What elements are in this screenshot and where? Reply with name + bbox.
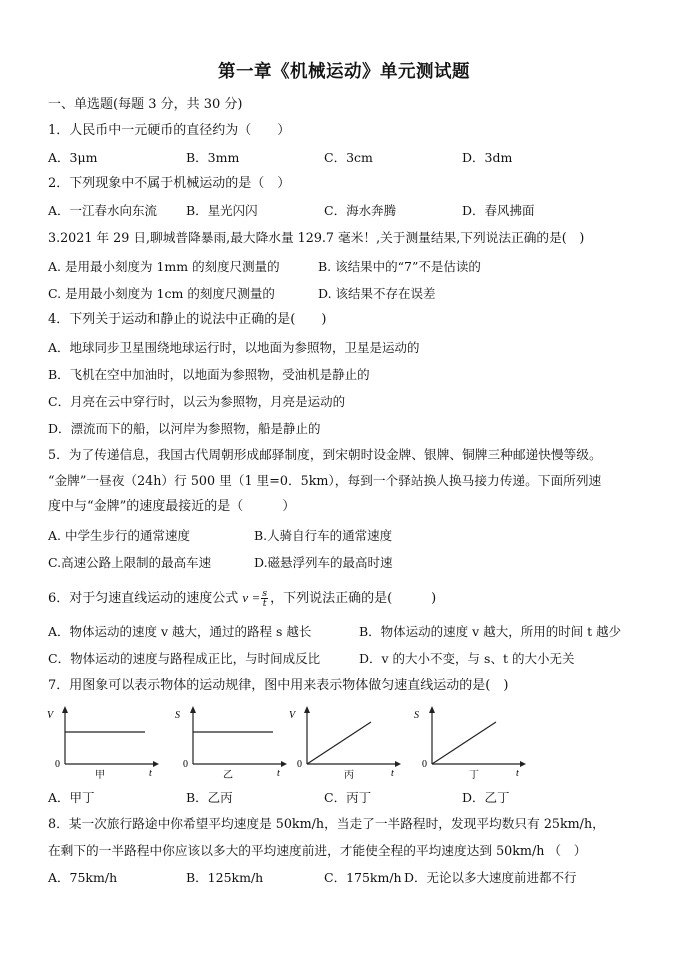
q8-option-c: C．175km/h — [324, 870, 402, 885]
q2-option-b: B．星光闪闪 — [186, 203, 258, 218]
q7-option-c: C．丙丁 — [324, 790, 372, 805]
q1-stem: 1．人民币中一元硬币的直径约为（ ） — [48, 123, 291, 138]
q8-option-d: D．无论以多大速度前进都不行 — [404, 870, 577, 885]
q6-formula-lhs: v = — [242, 590, 261, 605]
q6-option-a: A．物体运动的速度 v 越大，通过的路程 s 越长 — [48, 624, 312, 639]
graph-x-arrow — [520, 761, 526, 767]
q6-stem-pre: 6．对于匀速直线运动的速度公式 — [48, 591, 239, 606]
q5-option-b: B.人骑自行车的通常速度 — [254, 528, 393, 543]
q6-formula-fraction — [261, 589, 268, 608]
graph-caption: 丙 — [344, 770, 354, 781]
q6-option-c: C．物体运动的速度与路程成正比，与时间成反比 — [48, 651, 321, 666]
q4-option-b: B．飞机在空中加油时，以地面为参照物，受油机是静止的 — [48, 367, 370, 382]
q4-option-a: A．地球同步卫星围绕地球运行时，以地面为参照物，卫星是运动的 — [48, 340, 420, 355]
q6-formula-numerator: s — [262, 588, 268, 599]
q3-option-a: A. 是用最小刻度为 1mm 的刻度尺测量的 — [48, 259, 280, 274]
q7-stem: 7．用图象可以表示物体的运动规律，图中用来表示物体做匀速直线运动的是( ) — [48, 678, 509, 693]
graph-origin: 0 — [422, 759, 427, 770]
q1-option-c: C．3cm — [324, 150, 373, 165]
q3-option-c: C. 是用最小刻度为 1cm 的刻度尺测量的 — [48, 286, 275, 301]
graph-x-arrow — [153, 761, 159, 767]
graph-x-label: t — [516, 768, 519, 779]
graph-y-label: S — [414, 710, 419, 721]
graph-origin: 0 — [297, 759, 302, 770]
section-heading: 一、单选题(每题 3 分，共 30 分) — [48, 97, 243, 112]
graph-jia — [45, 704, 160, 784]
q4-option-d: D．漂流而下的船，以河岸为参照物，船是静止的 — [48, 421, 321, 436]
q2-stem: 2．下列现象中不属于机械运动的是（ ） — [48, 176, 291, 191]
q3-option-b: B. 该结果中的“7”不是估读的 — [318, 259, 481, 274]
q4-stem: 4．下列关于运动和静止的说法中正确的是( ) — [48, 312, 327, 327]
q6-stem — [48, 589, 436, 608]
graph-x-label: t — [391, 768, 394, 779]
graph-x-label: t — [149, 768, 152, 779]
q3-option-d: D. 该结果不存在误差 — [318, 286, 436, 301]
q5-stem-line2: “金牌”一昼夜（24h）行 500 里（1 里=0．5km），每到一个驿站换人换马接力传递。下面所列速 — [48, 473, 602, 488]
graph-x-label: t — [277, 768, 280, 779]
graph-yi — [173, 704, 288, 784]
q6-option-b: B．物体运动的速度 v 越大，所用的时间 t 越少 — [359, 624, 622, 639]
graph-bing — [287, 704, 402, 784]
q1-option-b: B．3mm — [186, 150, 240, 165]
q8-stem-line2: 在剩下的一半路程中你应该以多大的平均速度前进，才能使全程的平均速度达到 50km/h （ ） — [48, 843, 587, 858]
graph-line — [432, 722, 496, 764]
q6-stem-post: ，下列说法正确的是( ) — [270, 591, 437, 606]
q2-option-d: D．春风拂面 — [462, 203, 535, 218]
graph-origin: 0 — [55, 759, 60, 770]
q6-formula-denominator: t — [262, 598, 267, 609]
q5-stem-line1: 5．为了传递信息，我国古代周朝形成邮驿制度，到宋朝时设金牌、银牌、铜牌三种邮递快慢等级。 — [48, 447, 602, 462]
graph-y-arrow — [304, 706, 310, 713]
q3-stem: 3.2021 年 29 日,聊城普降暴雨,最大降水量 129.7 毫米！,关于测量结果,下列说法正确的是( ) — [48, 230, 585, 245]
graph-y-label: V — [289, 710, 296, 721]
page-title: 第一章《机械运动》单元测试题 — [218, 62, 470, 82]
q1-option-d: D．3dm — [462, 150, 513, 165]
graph-origin: 0 — [183, 759, 188, 770]
q8-option-a: A．75km/h — [48, 870, 118, 885]
q6-option-d: D．v 的大小不变，与 s、t 的大小无关 — [359, 651, 575, 666]
q8-stem-line1: 8．某一次旅行路途中你希望平均速度是 50km/h，当走了一半路程时，发现平均数只有 25km/h， — [48, 816, 605, 831]
q2-option-a: A．一江春水向东流 — [48, 203, 158, 218]
graph-caption: 丁 — [469, 770, 479, 781]
graph-caption: 甲 — [95, 770, 105, 781]
graph-caption: 乙 — [223, 770, 233, 781]
q5-stem-line3: 度中与“金牌”的速度最接近的是（ ） — [48, 499, 296, 514]
q4-option-c: C．月亮在云中穿行时，以云为参照物，月亮是运动的 — [48, 394, 346, 409]
q5-option-d: D.磁悬浮列车的最高时速 — [254, 555, 393, 570]
graph-y-arrow — [62, 706, 68, 713]
q1-option-a: A．3μm — [48, 150, 98, 165]
q7-option-b: B．乙丙 — [186, 790, 233, 805]
graph-ding — [412, 704, 527, 784]
graph-y-label: S — [175, 710, 180, 721]
q7-option-a: A．甲丁 — [48, 790, 95, 805]
q2-option-c: C．海水奔腾 — [324, 203, 397, 218]
q5-option-c: C.高速公路上限制的最高车速 — [48, 555, 212, 570]
q8-option-b: B．125km/h — [186, 870, 264, 885]
graph-x-arrow — [395, 761, 401, 767]
graph-y-arrow — [429, 706, 435, 713]
q5-option-a: A. 中学生步行的通常速度 — [48, 528, 190, 543]
graph-y-label: V — [47, 710, 54, 721]
graph-y-arrow — [190, 706, 196, 713]
q7-option-d: D．乙丁 — [462, 790, 510, 805]
graph-line — [307, 722, 371, 764]
